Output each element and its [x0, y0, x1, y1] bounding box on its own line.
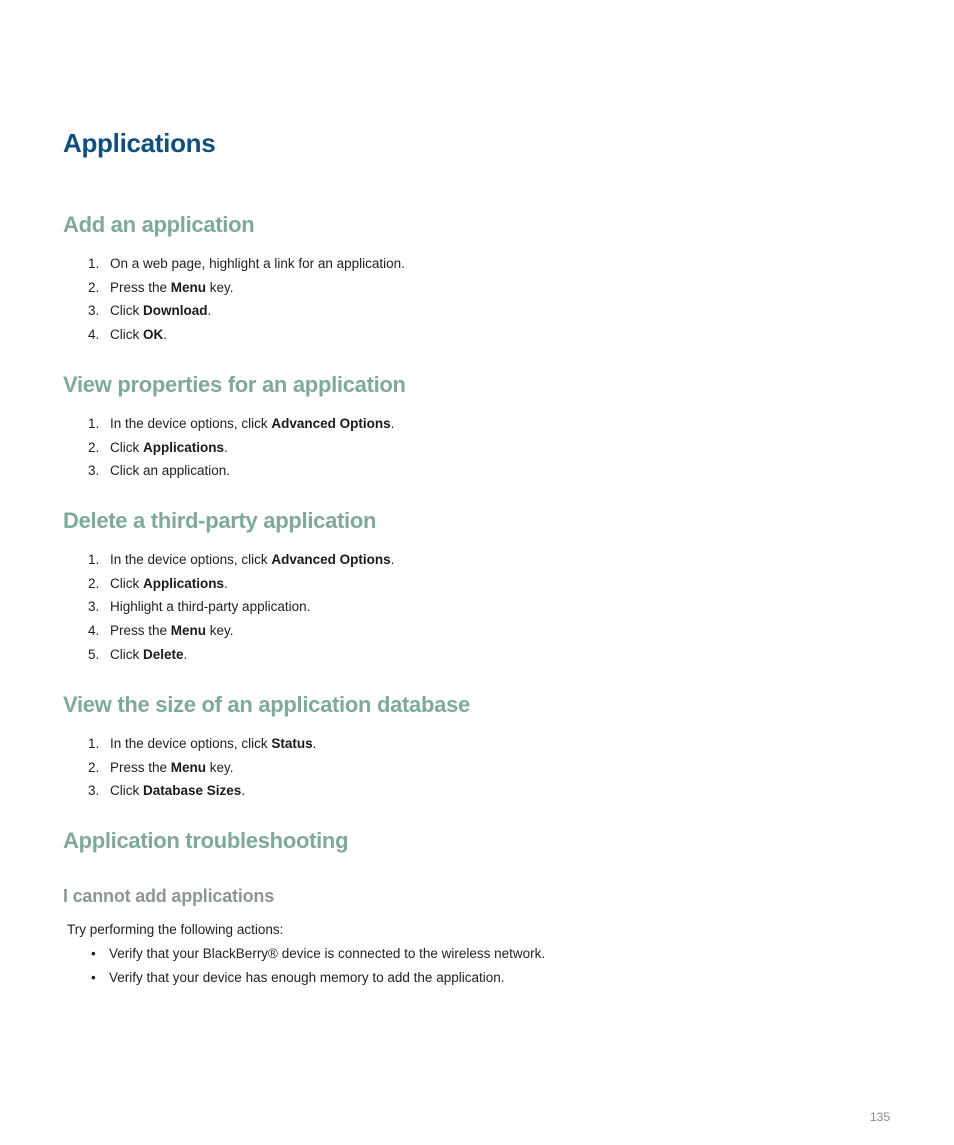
step-list	[63, 252, 863, 347]
step-item	[63, 779, 863, 803]
step-text-part: Press the	[110, 279, 171, 295]
troubleshooting-intro: Try performing the following actions:	[67, 922, 284, 937]
step-keyword: OK	[143, 327, 164, 343]
step-keyword: Status	[271, 736, 313, 751]
step-text-part: .	[183, 646, 188, 662]
step-keyword: Download	[143, 303, 208, 319]
step-text-part: key.	[206, 759, 234, 775]
step-item	[63, 459, 863, 483]
section-database-size	[63, 691, 863, 803]
step-item	[63, 436, 863, 460]
step-text	[110, 756, 234, 780]
step-item	[63, 252, 863, 276]
step-list	[63, 732, 863, 803]
step-number: 3.	[88, 303, 100, 319]
step-text-part: In the device options, click	[110, 552, 272, 567]
step-keyword: Database Sizes	[143, 783, 242, 799]
step-list	[63, 412, 863, 483]
step-text	[110, 276, 234, 300]
step-keyword: Delete	[143, 646, 184, 662]
step-text	[110, 572, 228, 596]
step-text-part: .	[312, 736, 317, 751]
step-text	[110, 459, 230, 483]
step-text-part: .	[390, 552, 395, 567]
step-text-part: .	[224, 575, 228, 591]
step-item	[63, 619, 863, 643]
step-text-part: On a web page, highlight a link for an application.	[110, 256, 405, 271]
step-number: 1.	[88, 416, 100, 431]
step-text-part: Click	[110, 575, 143, 591]
step-text	[110, 595, 310, 619]
bullet-text: Verify that your device has enough memory to add the application.	[109, 969, 505, 985]
step-text	[110, 732, 316, 756]
page-title: Applications	[63, 128, 216, 158]
step-keyword: Applications	[143, 439, 225, 455]
section-troubleshooting	[63, 827, 863, 855]
step-list	[63, 548, 863, 666]
step-text-part: .	[207, 303, 212, 319]
step-number: 2.	[88, 439, 100, 455]
step-number: 1.	[88, 552, 100, 567]
step-number: 3.	[88, 783, 100, 799]
step-item	[63, 299, 863, 323]
step-text	[110, 412, 394, 436]
step-text	[110, 643, 187, 667]
step-keyword: Menu	[170, 759, 207, 775]
step-text	[110, 323, 167, 347]
section-title: View properties for an application	[63, 372, 406, 397]
step-number: 2.	[88, 759, 100, 775]
step-number: 1.	[88, 256, 100, 271]
step-text-part: Click	[110, 439, 143, 455]
step-number: 3.	[88, 463, 100, 479]
step-text	[110, 299, 211, 323]
step-text-part: .	[163, 327, 168, 343]
step-item	[63, 732, 863, 756]
step-text-part: .	[390, 416, 395, 431]
step-number: 5.	[88, 646, 100, 662]
bullet-text: Verify that your BlackBerry® device is connected to the wireless network.	[109, 946, 546, 961]
step-item	[63, 572, 863, 596]
step-keyword: Menu	[170, 279, 207, 295]
step-text	[110, 779, 245, 803]
step-text	[110, 252, 405, 276]
step-text-part: Click an application.	[110, 463, 231, 479]
step-text-part: Click	[110, 327, 143, 343]
step-number: 3.	[88, 599, 100, 615]
section-title: View the size of an application database	[63, 692, 470, 717]
step-number: 1.	[88, 736, 100, 751]
step-text	[110, 548, 394, 572]
bullet-icon: •	[91, 969, 96, 985]
step-item	[63, 412, 863, 436]
section-delete-third-party	[63, 507, 863, 666]
step-text-part: .	[241, 783, 246, 799]
section-title: Delete a third-party application	[63, 508, 377, 533]
step-keyword: Advanced Options	[271, 416, 391, 431]
section-title: Add an application	[63, 212, 255, 237]
step-number: 4.	[88, 623, 100, 639]
section-view-properties	[63, 371, 863, 483]
step-item	[63, 276, 863, 300]
section-add-application	[63, 211, 863, 347]
step-text-part: Highlight a third-party application.	[110, 599, 311, 615]
section-title: Application troubleshooting	[63, 828, 349, 853]
step-text	[110, 436, 228, 460]
step-item	[63, 756, 863, 780]
step-text	[110, 619, 234, 643]
page-number: 135	[870, 1110, 891, 1124]
step-text-part: Click	[110, 783, 143, 799]
step-text-part: Press the	[110, 623, 171, 639]
step-text-part: Click	[110, 303, 143, 319]
step-keyword: Applications	[143, 575, 225, 591]
step-keyword: Advanced Options	[271, 552, 391, 567]
step-number: 2.	[88, 575, 100, 591]
step-text-part: Press the	[110, 759, 171, 775]
bullet-icon: •	[91, 946, 96, 961]
step-item	[63, 323, 863, 347]
troubleshooting-subtitle: I cannot add applications	[63, 886, 275, 906]
step-text-part: Click	[110, 646, 143, 662]
step-keyword: Menu	[170, 623, 207, 639]
step-text-part: key.	[206, 279, 234, 295]
step-item	[63, 643, 863, 667]
step-text-part: In the device options, click	[110, 736, 272, 751]
step-text-part: In the device options, click	[110, 416, 272, 431]
step-number: 4.	[88, 327, 100, 343]
step-text-part: .	[224, 439, 228, 455]
step-number: 2.	[88, 279, 100, 295]
step-item	[63, 548, 863, 572]
step-text-part: key.	[206, 623, 234, 639]
step-item	[63, 595, 863, 619]
